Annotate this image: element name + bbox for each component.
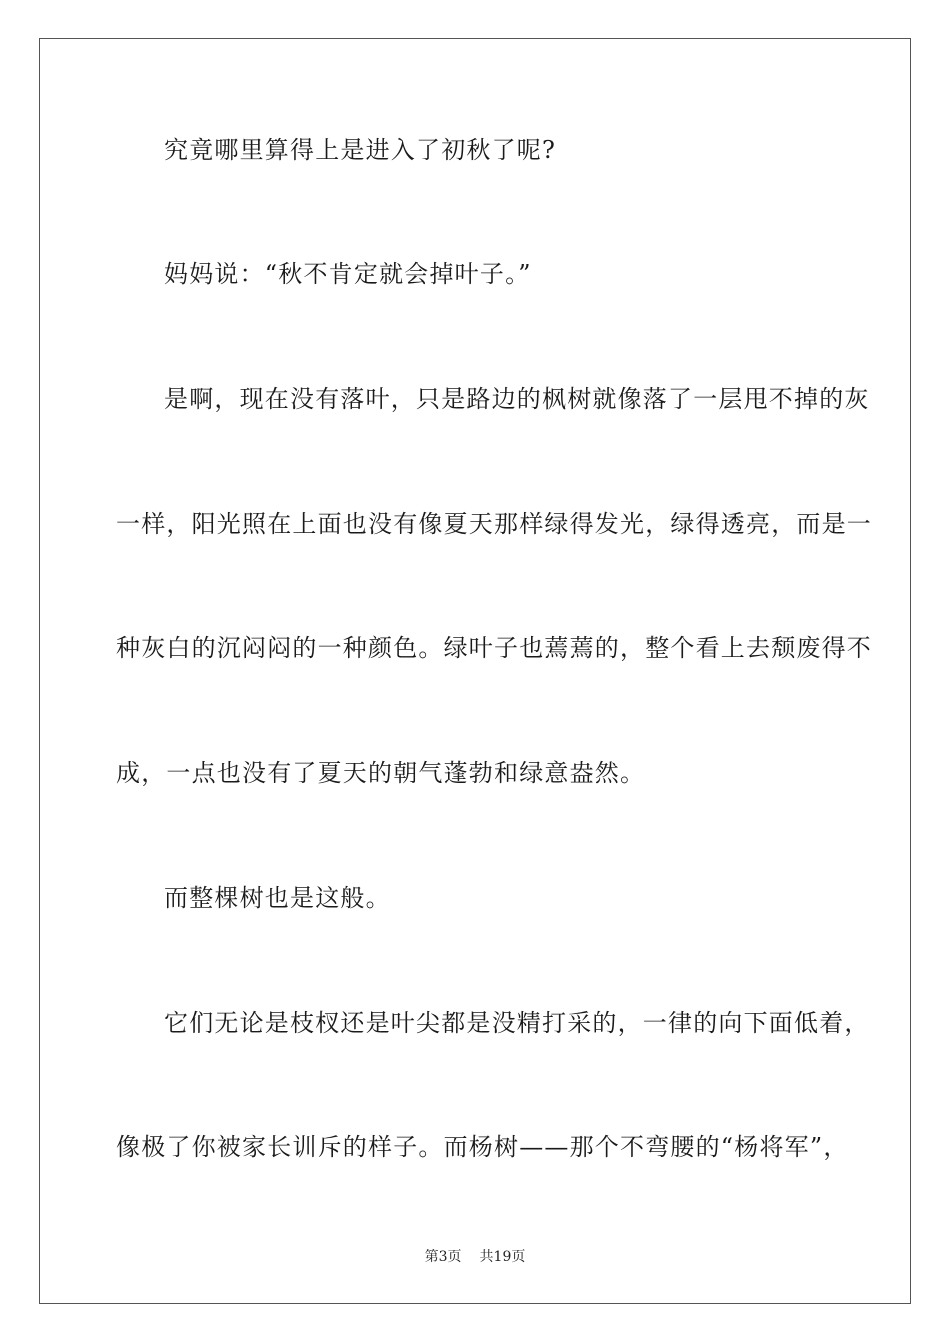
page-number: 第3页 — [424, 1249, 462, 1265]
paragraph-line-8: 它们无论是枝杈还是叶尖都是没精打采的，一律的向下面低着， — [164, 1009, 870, 1037]
paragraph-line-9: 像极了你被家长训斥的样子。而杨树——那个不弯腰的“杨将军”， — [116, 1133, 849, 1161]
paragraph-line-1: 究竟哪里算得上是进入了初秋了呢? — [164, 136, 557, 164]
page-footer — [0, 1247, 950, 1267]
paragraph-line-2: 妈妈说：“秋不肯定就会掉叶子。” — [164, 260, 532, 288]
paragraph-line-5: 种灰白的沉闷闷的一种颜色。绿叶子也蔫蔫的，整个看上去颓废得不 — [116, 634, 872, 662]
paragraph-line-3: 是啊，现在没有落叶，只是路边的枫树就像落了一层甩不掉的灰 — [164, 385, 870, 413]
paragraph-line-7: 而整棵树也是这般。 — [164, 884, 391, 912]
page-border — [39, 38, 911, 1304]
paragraph-line-4: 一样，阳光照在上面也没有像夏天那样绿得发光，绿得透亮，而是一 — [116, 510, 872, 538]
total-pages: 共19页 — [479, 1249, 526, 1265]
paragraph-line-6: 成，一点也没有了夏天的朝气蓬勃和绿意盎然。 — [116, 759, 646, 787]
